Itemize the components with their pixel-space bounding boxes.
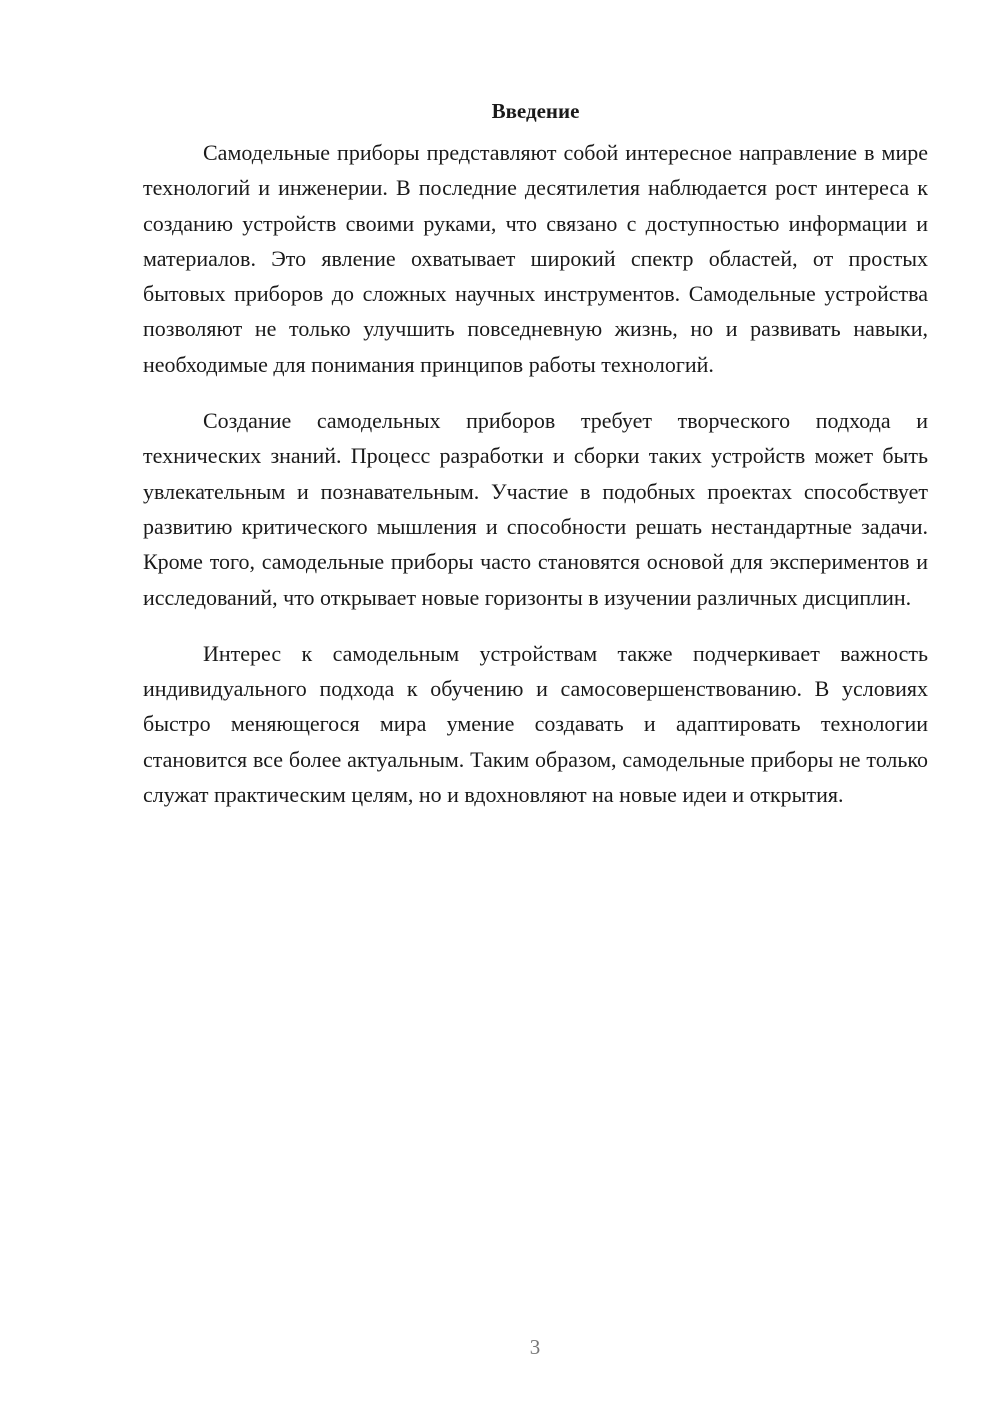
section-title: Введение (491, 99, 580, 123)
paragraph-1: Самодельные приборы представляют собой интересное направление в мире технологий и инженерии. В последние десятилетия наблюдается рост интереса к созданию устройств своими руками, что связано с доступностью информации и материалов. Это явление охватывает широкий спектр областей, от простых бытовых приборов до сложных научных инструментов. Самодельные устройства позволяют не только улучшить повседневную жизнь, но и развивать навыки, необходимые для понимания принципов работы технологий. (143, 140, 928, 377)
page-content (143, 96, 928, 833)
paragraph-3: Интерес к самодельным устройствам также подчеркивает важность индивидуального подхода к обучению и самосовершенствованию. В условиях быстро меняющегося мира умение создавать и адаптировать технологии становится все более актуальным. Таким образом, самодельные приборы не только служат практическим целям, но и вдохновляют на новые идеи и открытия. (143, 640, 928, 808)
page-number: 3 (529, 1335, 541, 1359)
paragraph-2: Создание самодельных приборов требует творческого подхода и технических знаний. Процесс разработки и сборки таких устройств может быть увлекательным и познавательным. Участие в подобных проектах способствует развитию критического мышления и способности решать нестандартные задачи. Кроме того, самодельные приборы часто становятся основой для экспериментов и исследований, что открывает новые горизонты в изучении различных дисциплин. (143, 408, 928, 610)
